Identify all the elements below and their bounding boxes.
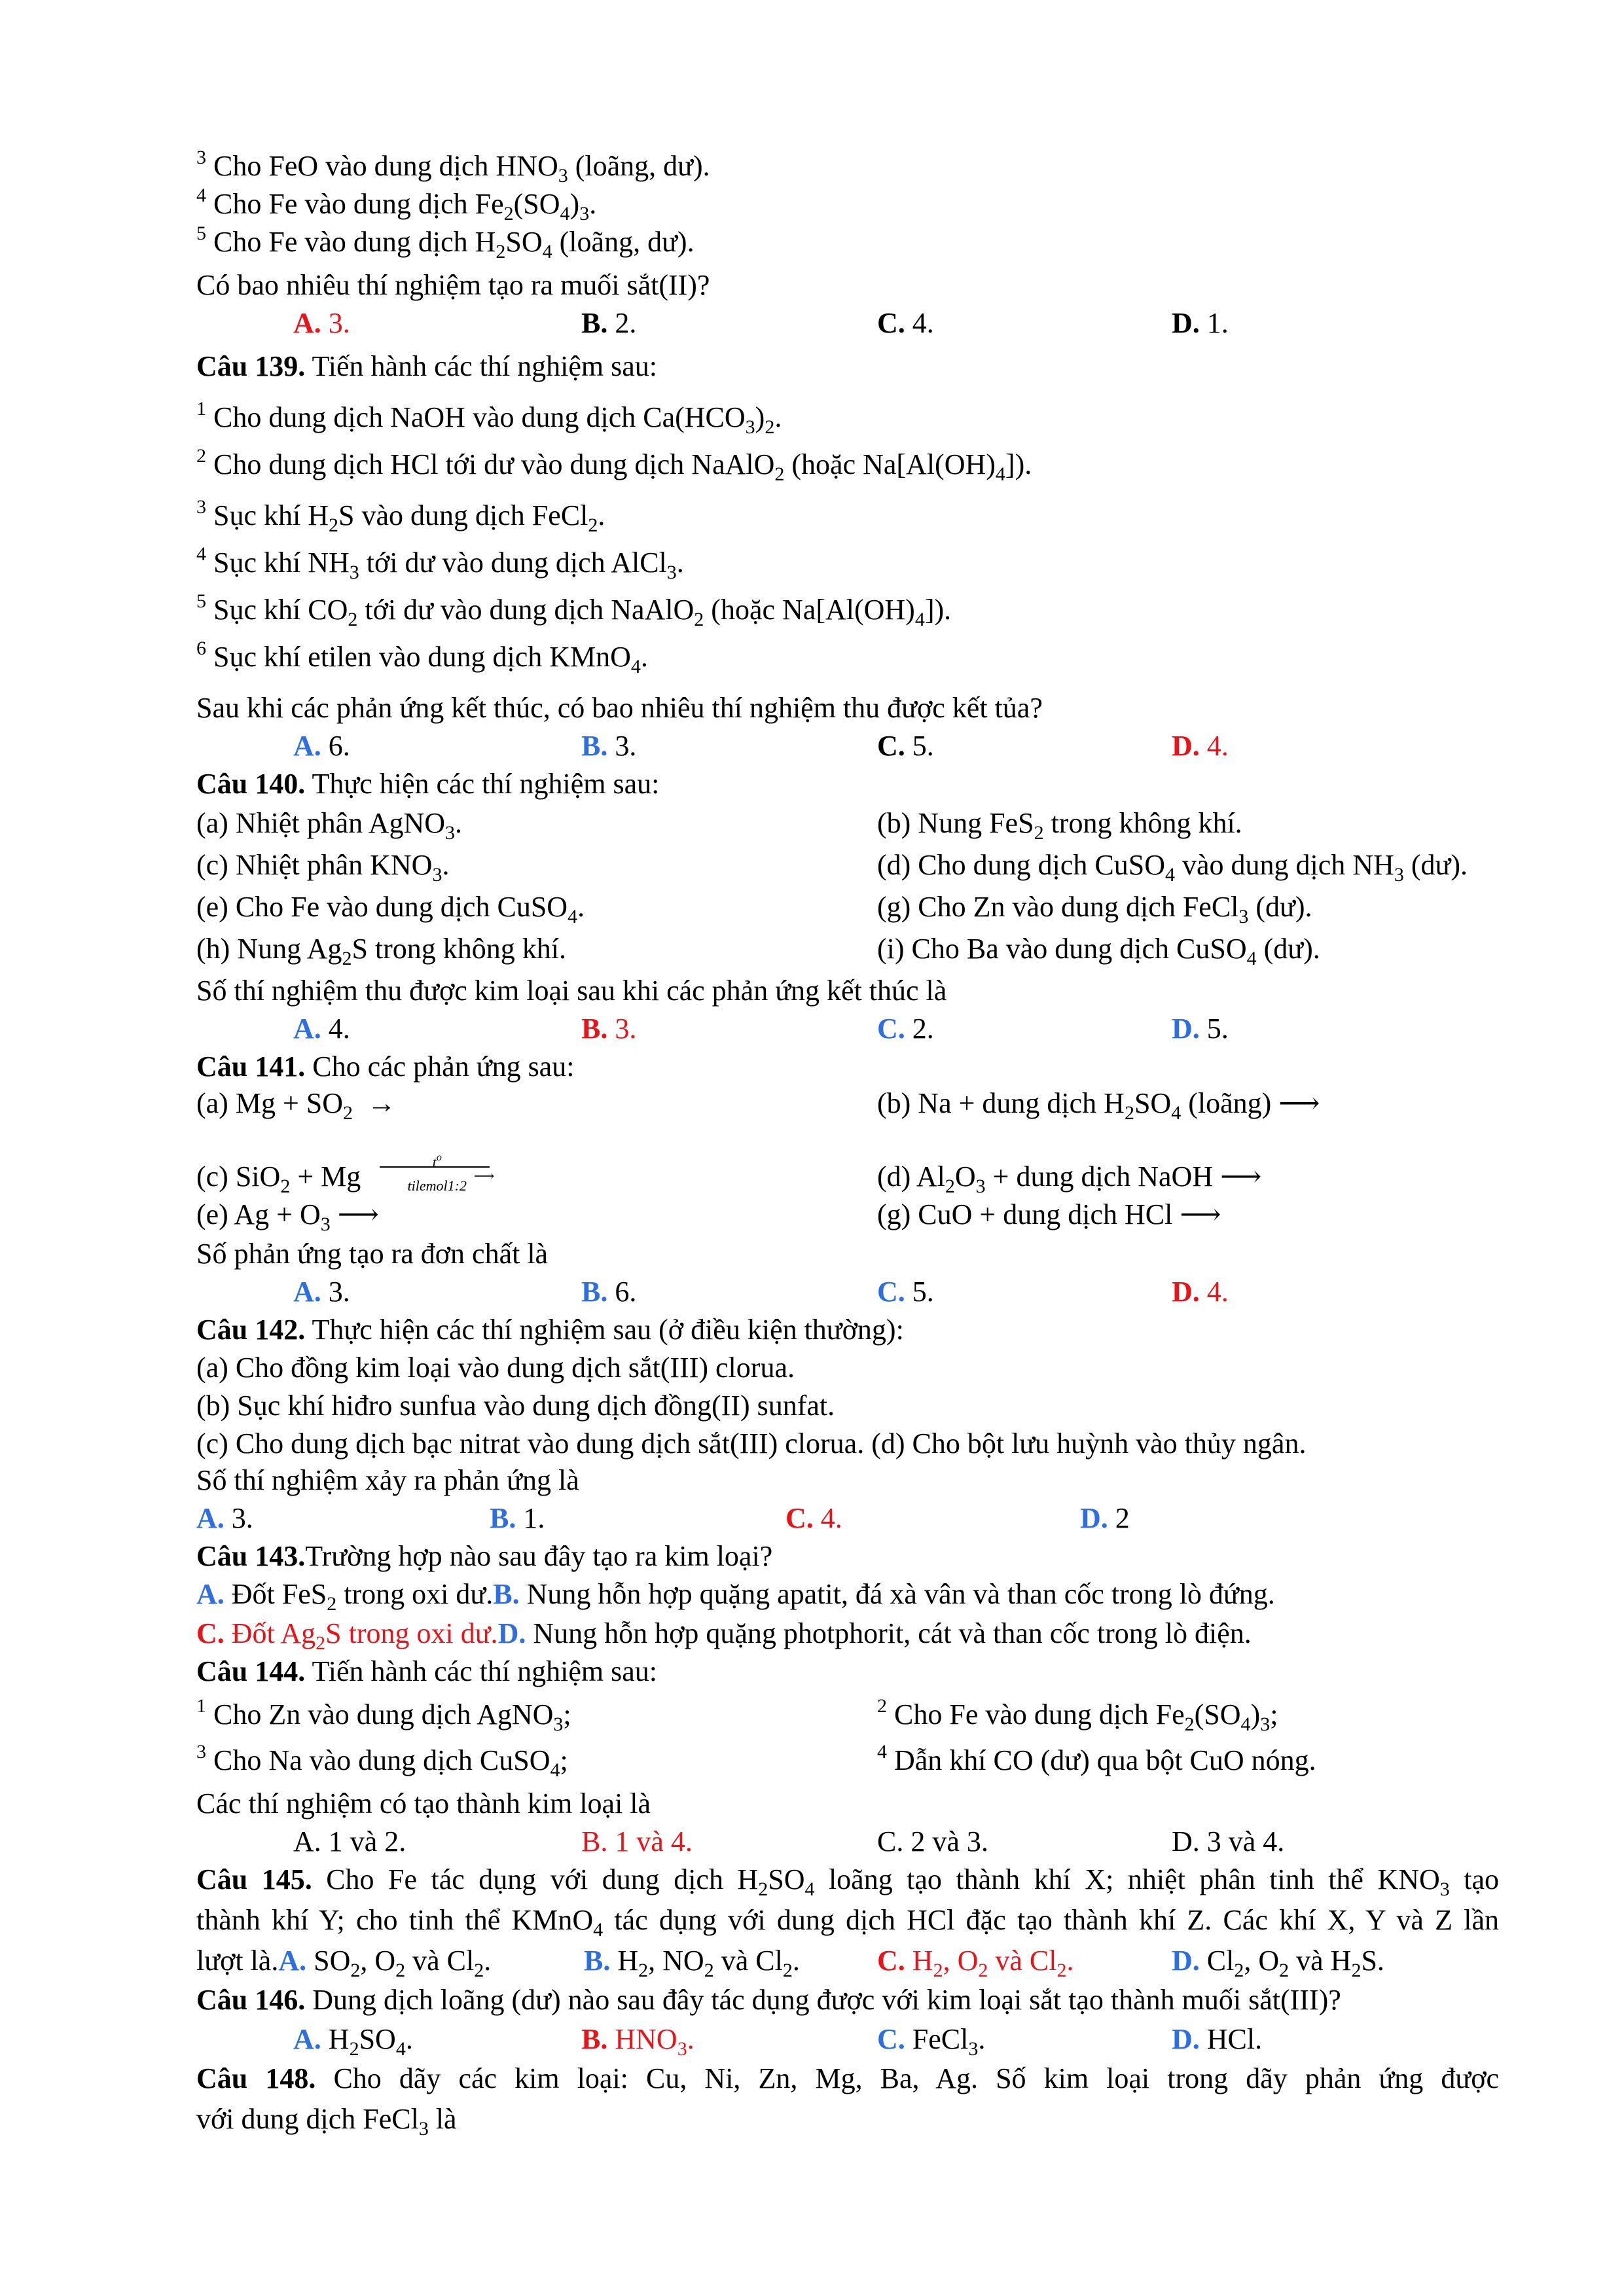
- experiment-line: $^5$ Cho Fe vào dung dịch $H_2SO_4$ (loãng, dư).: [196, 223, 695, 262]
- experiment-line: (a) Cho đồng kim loại vào dung dịch sắt(III) clorua.: [196, 1352, 795, 1384]
- answer-options: A. 3. B. 6. C. 5. D. 4.: [293, 1276, 1229, 1308]
- experiment-line: $^4$ Sục khí $NH_3$ tới dư vào dung dịch AlCl$_3$.: [196, 543, 684, 583]
- answer-options: A. 1 và 2. B. 1 và 4. C. 2 và 3. D. 3 và 4.: [293, 1825, 1285, 1857]
- experiment-line: $^3$ Cho FeO vào dung dịch $HNO_3$ (loãng, dư).: [196, 147, 710, 187]
- reaction-arrow-icon: $t^o$ ⟶ tilemol1:2: [380, 1166, 494, 1193]
- question-paragraph: Câu 145. Cho Fe tác dụng với dung dịch $H_2SO_4$ loãng tạo thành khí X; nhiệt phân tinh thể $KNO_3$ tạo: [196, 1863, 1499, 1900]
- question-heading: Câu 143.Trường hợp nào sau đây tạo ra kim loại?: [196, 1540, 773, 1572]
- experiment-line: $^3$ Sục khí $H_2S$ vào dung dịch FeCl$_2$.: [196, 496, 605, 536]
- experiment-line: $^2$ Cho dung dịch HCl tới dư vào dung dịch NaAlO$_2$ (hoặc $Na[Al(OH)_4]$).: [196, 445, 1032, 485]
- experiment-line: $^6$ Sục khí etilen vào dung dịch KMnO$_4$.: [196, 637, 648, 677]
- answer-row: A. Đốt FeS$_2$ trong oxi dư.B. Nung hỗn hợp quặng apatit, đá xà vân và than cốc trong lò đứng.: [196, 1578, 1275, 1615]
- question-text: Số phản ứng tạo ra đơn chất là: [196, 1238, 549, 1270]
- reaction-row: (a) $Mg + SO_2$ → (b) Na + dung dịch $H_2SO_4$ (loãng) ⟶: [196, 1087, 1320, 1124]
- experiment-row: (c) Nhiệt phân $KNO_3$. (d) Cho dung dịch CuSO$_4$ vào dung dịch $NH_3$ (dư).: [196, 849, 1468, 886]
- answer-options: A. $H_2SO_4$. B. $HNO_3$. C. FeCl$_3$. D. HCl.: [293, 2023, 1263, 2060]
- experiment-row: (a) Nhiệt phân AgNO$_3$. (b) Nung FeS$_2$ trong không khí.: [196, 807, 1242, 844]
- experiment-line: $^5$ Sục khí $CO_2$ tới dư vào dung dịch NaAlO$_2$ (hoặc $Na[Al(OH)_4]$).: [196, 590, 952, 630]
- reaction-row: (c) SiO$_2$ + Mg $t^o$ ⟶ tilemol1:2 (d) $Al_2O_3$ + dung dịch NaOH ⟶: [196, 1151, 1262, 1197]
- experiment-row: (e) Cho Fe vào dung dịch CuSO$_4$. (g) Cho Zn vào dung dịch FeCl$_3$ (dư).: [196, 891, 1312, 927]
- experiment-row: $^1$ Cho Zn vào dung dịch AgNO$_3$; $^2$ Cho Fe vào dung dịch $Fe_2(SO_4)_3$;: [196, 1695, 1278, 1735]
- answer-row: lượt là.A. $SO_2$, $O_2$ và $Cl_2$. B. $H_2$, $NO_2$ và $Cl_2$. C. $H_2$, $O_2$ và $Cl_2$. D. $Cl_2$, $O_2$ và $H_2S$.: [196, 1945, 1384, 1981]
- question-text: Có bao nhiêu thí nghiệm tạo ra muối sắt(II)?: [196, 269, 710, 301]
- experiment-line: (c) Cho dung dịch bạc nitrat vào dung dịch sắt(III) clorua. (d) Cho bột lưu huỳnh vào thủy ngân.: [196, 1427, 1307, 1460]
- answer-options: A. 3. B. 2. C. 4. D. 1.: [293, 307, 1229, 339]
- answer-row: C. Đốt $Ag_2S$ trong oxi dư.D. Nung hỗn hợp quặng photphorit, cát và than cốc trong lò điện.: [196, 1617, 1252, 1654]
- question-text: Số thí nghiệm xảy ra phản ứng là: [196, 1464, 579, 1496]
- answer-options: A. 3. B. 1. C. 4. D. 2: [196, 1502, 1130, 1534]
- question-text: Các thí nghiệm có tạo thành kim loại là: [196, 1787, 651, 1820]
- question-paragraph: Câu 148. Cho dãy các kim loại: Cu, Ni, Zn, Mg, Ba, Ag. Số kim loại trong dãy phản ứng được: [196, 2062, 1500, 2094]
- question-heading: Câu 141. Cho các phản ứng sau:: [196, 1050, 575, 1083]
- experiment-line: $^4$ Cho Fe vào dung dịch $Fe_2(SO_4)_3$.: [196, 185, 597, 224]
- answer-options: A. 4. B. 3. C. 2. D. 5.: [293, 1013, 1229, 1045]
- question-text: Số thí nghiệm thu được kim loại sau khi các phản ứng kết thúc là: [196, 975, 947, 1007]
- experiment-row: (h) Nung $Ag_2S$ trong không khí. (i) Cho Ba vào dung dịch CuSO$_4$ (dư).: [196, 933, 1320, 969]
- experiment-row: $^3$ Cho Na vào dung dịch CuSO$_4$; $^4$ Dẫn khí CO (dư) qua bột CuO nóng.: [196, 1741, 1316, 1781]
- question-paragraph: thành khí Y; cho tinh thể KMnO$_4$ tác dụng với dung dịch HCl đặc tạo thành khí Z. Các khí X, Y và Z lần: [196, 1904, 1500, 1941]
- question-text: Sau khi các phản ứng kết thúc, có bao nhiêu thí nghiệm thu được kết tủa?: [196, 692, 1043, 724]
- question-heading: Câu 146. Dung dịch loãng (dư) nào sau đây tác dụng được với kim loại sắt tạo thành muối sắt(III)?: [196, 1984, 1341, 2016]
- question-heading: Câu 144. Tiến hành các thí nghiệm sau:: [196, 1655, 657, 1687]
- answer-options: A. 6. B. 3. C. 5. D. 4.: [293, 730, 1229, 762]
- question-heading: Câu 139. Tiến hành các thí nghiệm sau:: [196, 350, 657, 382]
- experiment-line: (b) Sục khí hiđro sunfua vào dung dịch đồng(II) sunfat.: [196, 1390, 835, 1422]
- question-paragraph: với dung dịch FeCl$_3$ là: [196, 2103, 457, 2140]
- question-heading: Câu 142. Thực hiện các thí nghiệm sau (ở điều kiện thường):: [196, 1314, 904, 1346]
- question-heading: Câu 140. Thực hiện các thí nghiệm sau:: [196, 768, 660, 800]
- experiment-line: $^1$ Cho dung dịch NaOH vào dung dịch $Ca(HCO_3)_2$.: [196, 398, 782, 438]
- reaction-row: (e) $Ag + O_3$ ⟶ (g) CuO + dung dịch HCl ⟶: [196, 1198, 1221, 1235]
